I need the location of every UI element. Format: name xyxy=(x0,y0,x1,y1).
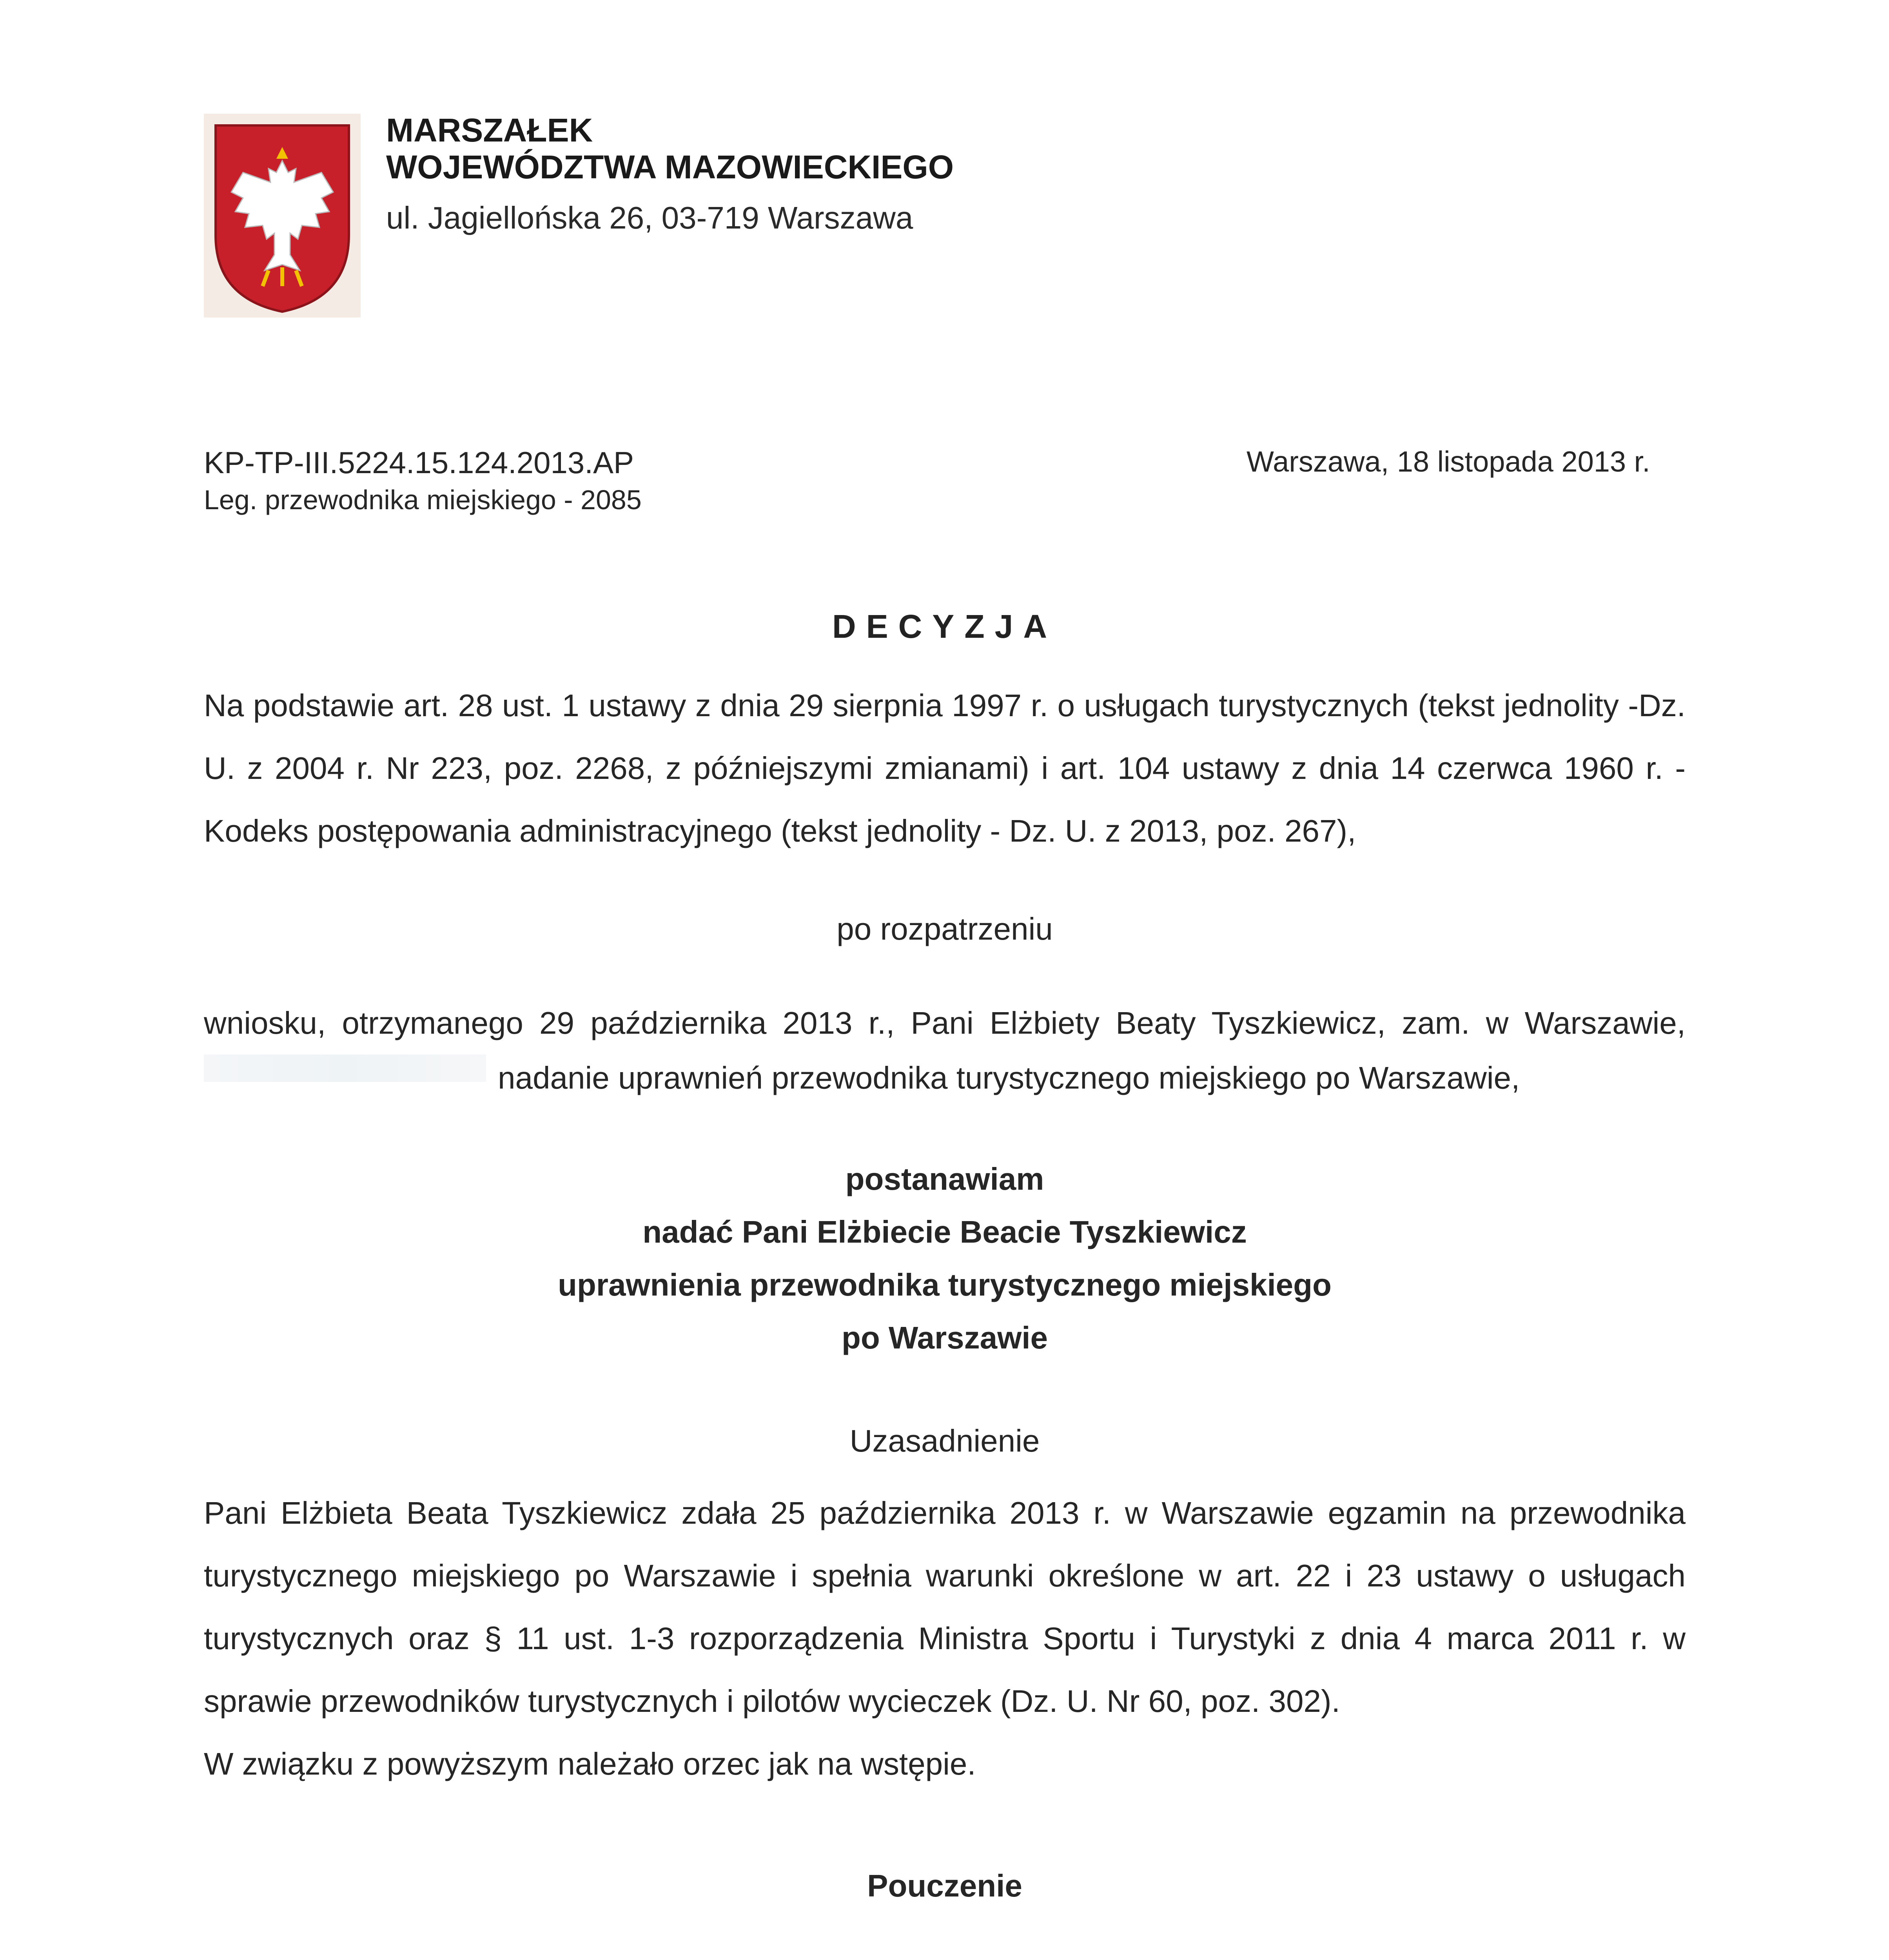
office-line-2: WOJEWÓDZTWA MAZOWIECKIEGO xyxy=(386,149,954,186)
legitimation-number: Leg. przewodnika miejskiego - 2085 xyxy=(204,485,642,515)
application-line-1: wniosku, otrzymanego 29 października 2013 r., Pani Elżbiety Beaty Tyszkiewicz, zam. w Warszawie, xyxy=(204,1005,1686,1040)
office-address: ul. Jagiellońska 26, 03-719 Warszawa xyxy=(386,200,913,235)
legal-basis-paragraph: Na podstawie art. 28 ust. 1 ustawy z dnia 29 sierpnia 1997 r. o usługach turystycznych (tekst jednolity -Dz. U. z 2004 r. Nr 223, poz. 2268, z późniejszymi zmianami) i art. 104 ustawy z dnia 14 czerwca 1960 r. - Kodeks postępowania administracyjnego (tekst jednolity - Dz. U. z 2013, poz. 267), xyxy=(204,688,1686,848)
place-date: Warszawa, 18 listopada 2013 r. xyxy=(1247,445,1650,478)
decision-line-3: uprawnienia przewodnika turystycznego miejskiego xyxy=(558,1267,1332,1302)
document-title: DECYZJA xyxy=(832,608,1058,645)
justification-heading: Uzasadnienie xyxy=(849,1423,1040,1458)
justification-paragraph: Pani Elżbieta Beata Tyszkiewicz zdała 25 października 2013 r. w Warszawie egzamin na przewodnika turystycznego miejskiego po Warszawie i spełnia warunki określone w art. 22 i 23 ustawy o usługach turystycznych oraz § 11 ust. 1-3 rozporządzenia Ministra Sportu i Turystyki z dnia 4 marca 2011 r. w sprawie przewodników turystycznych i pilotów wycieczek (Dz. U. Nr 60, poz. 302). xyxy=(204,1495,1686,1719)
application-redaction xyxy=(204,1054,486,1082)
decision-line-1: postanawiam xyxy=(845,1161,1044,1196)
case-number: KP-TP-III.5224.15.124.2013.AP xyxy=(204,445,634,480)
decision-block xyxy=(204,1152,1686,1364)
conclusion-line: W związku z powyższym należało orzec jak na wstępie. xyxy=(204,1746,976,1781)
decision-line-4: po Warszawie xyxy=(841,1320,1048,1355)
office-line-1: MARSZAŁEK xyxy=(386,112,593,149)
coat-of-arms-icon xyxy=(204,114,361,318)
instruction-heading: Pouczenie xyxy=(867,1868,1022,1903)
after-review-label: po rozpatrzeniu xyxy=(837,911,1053,946)
application-line-2: nadanie uprawnień przewodnika turystycznego miejskiego po Warszawie, xyxy=(498,1060,1520,1095)
decision-line-2: nadać Pani Elżbiecie Beacie Tyszkiewicz xyxy=(642,1214,1247,1249)
